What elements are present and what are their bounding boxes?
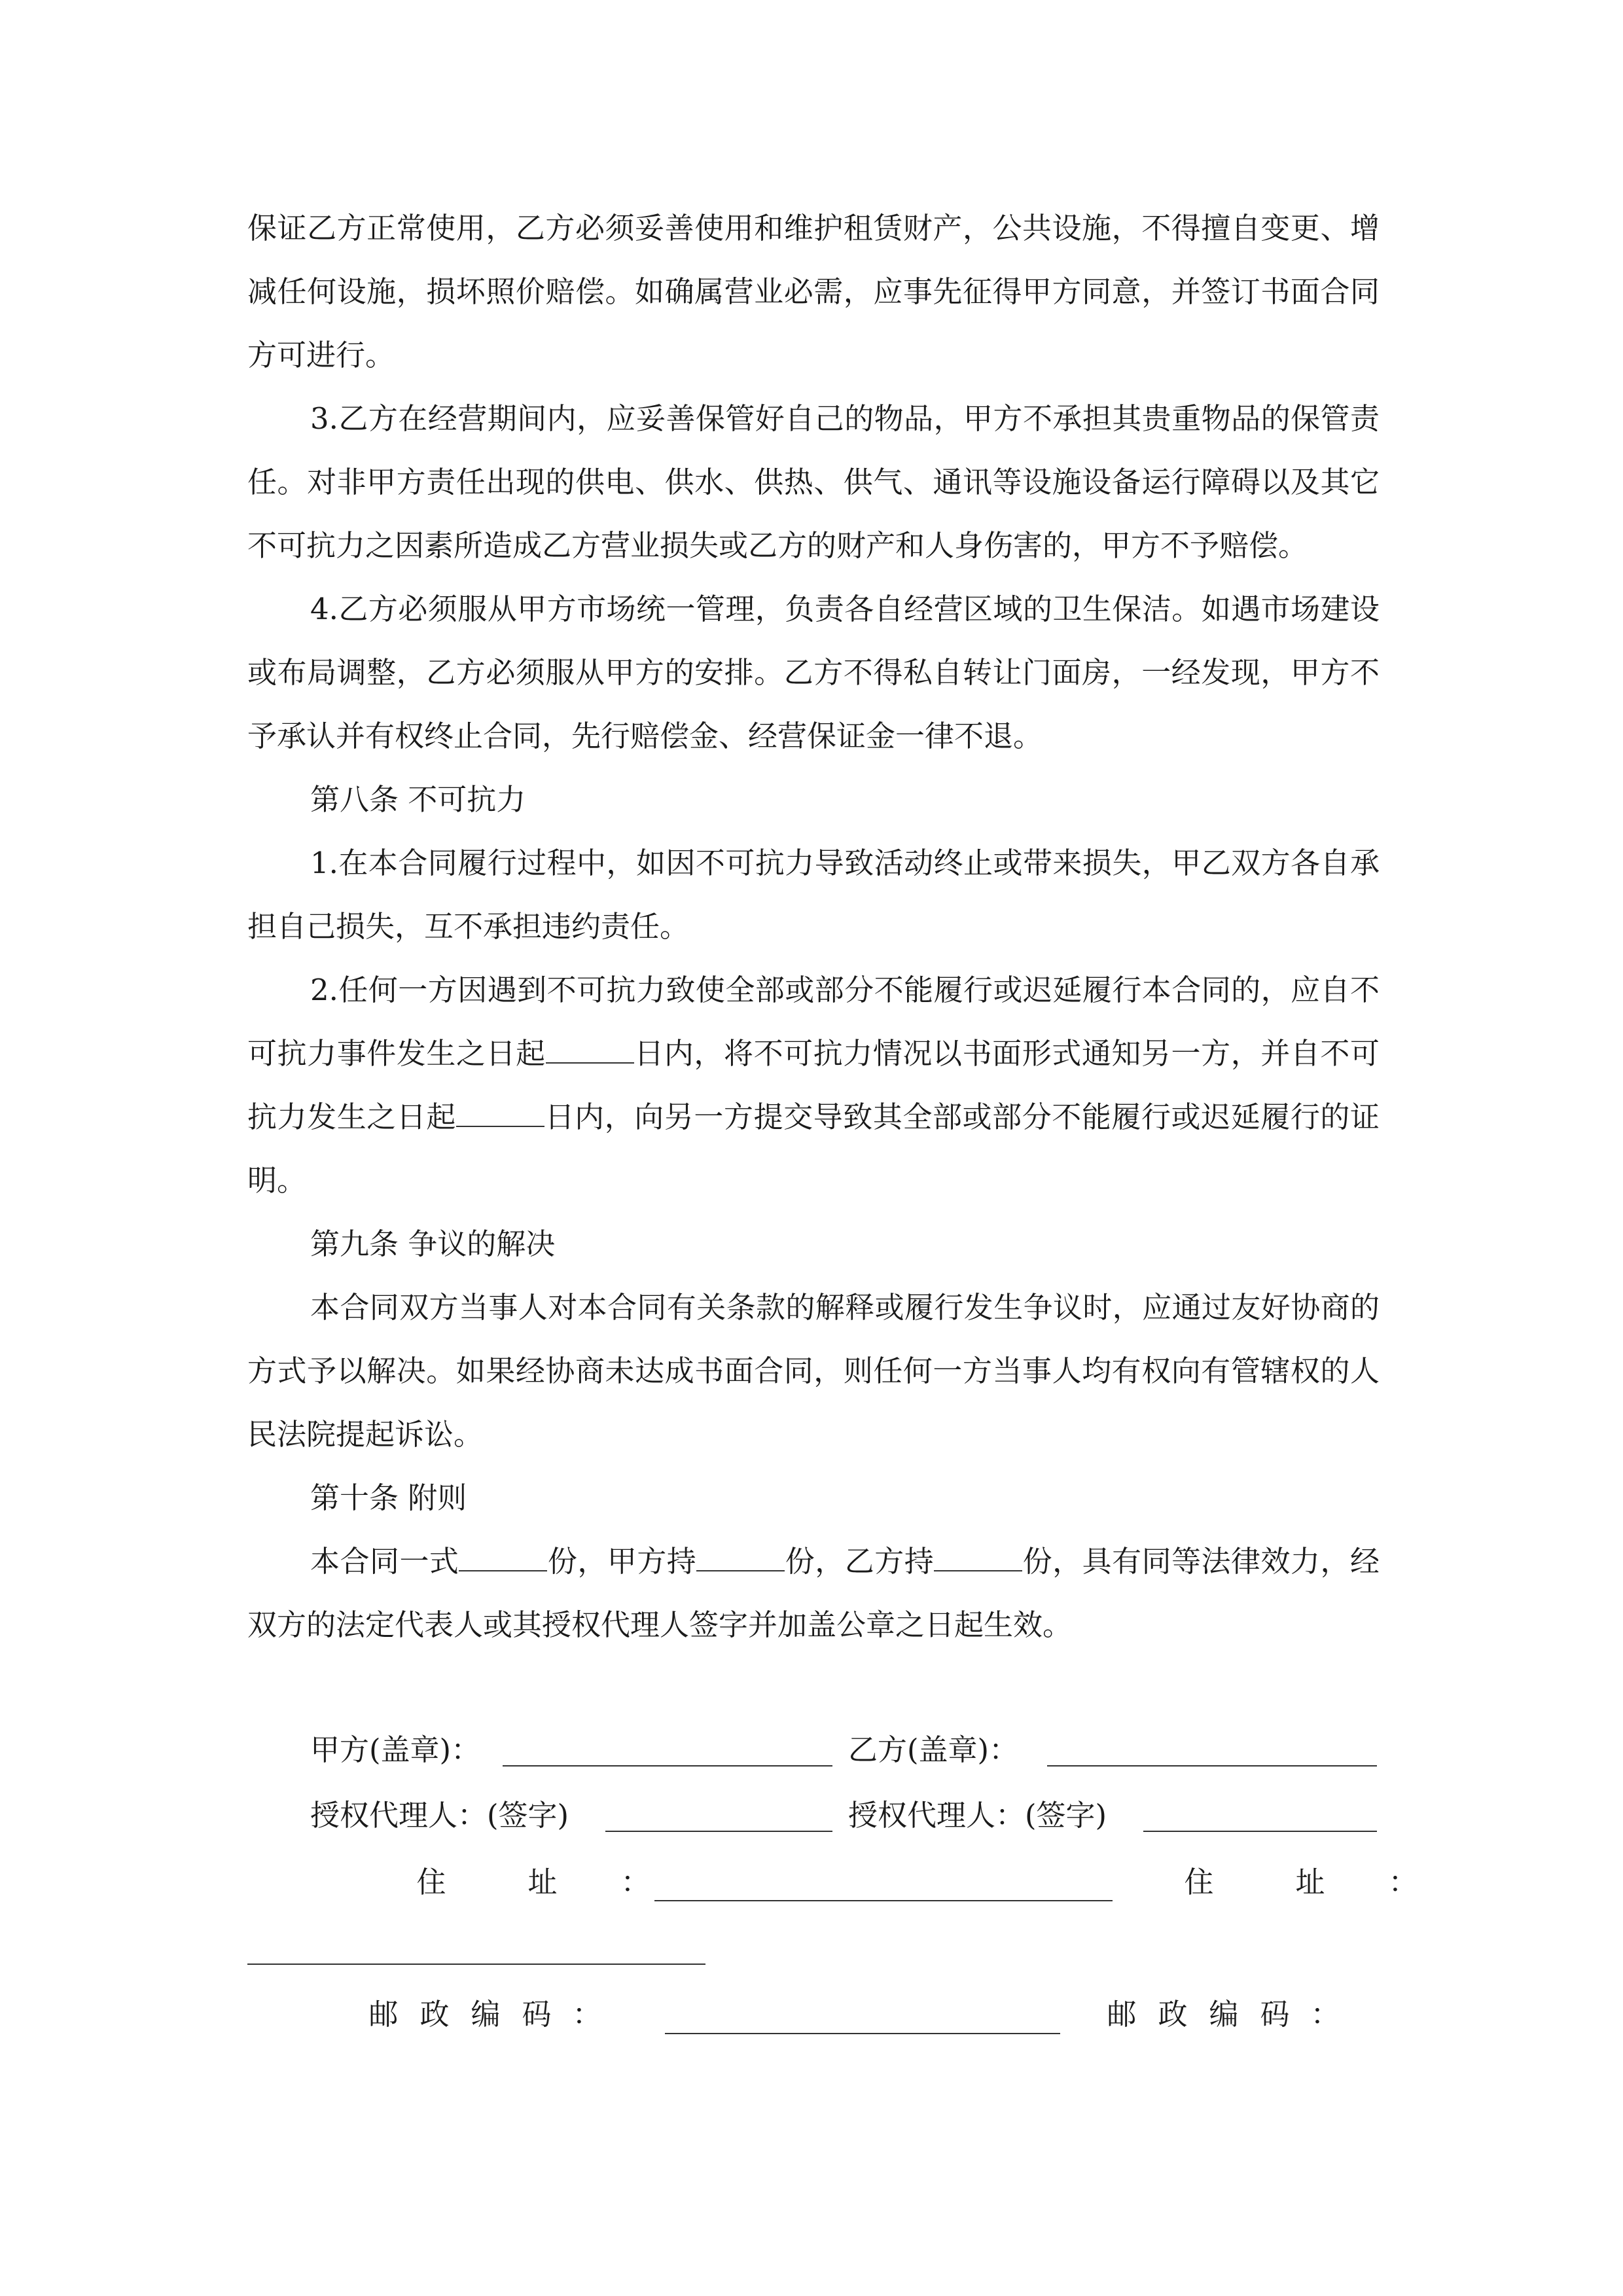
party-b-seal-line[interactable] — [1047, 1765, 1377, 1767]
copies-text-4: 份，具有同等法律效力，经双方的法定代表人或其授权代理人签字并加盖公章之日起生效。 — [247, 1544, 1380, 1642]
postal-b-char-2: 政 — [1158, 1997, 1188, 2032]
postal-b-char-1: 邮 — [1107, 1997, 1137, 2032]
copies-party-a-blank[interactable] — [696, 1547, 785, 1571]
postal-a-label — [364, 1995, 603, 2034]
address-b-char-2: 址 — [1295, 1865, 1325, 1899]
article-9-heading: 第九条 争议的解决 — [310, 1227, 556, 1261]
clause-paragraph-3: 3.乙方在经营期间内，应妥善保管好自己的物品，甲方不承担其贵重物品的保管责任。对非甲方责任出现的供电、供水、供热、供气、通讯等设施设备运行障碍以及其它不可抗力之因素所造成乙方营业损失或乙方的财产和人身伤害的，甲方不予赔偿。 — [247, 401, 1380, 563]
address-a-colon: ： — [620, 1865, 651, 1899]
postal-b-colon: ： — [1310, 1997, 1340, 2032]
address-b-label — [1175, 1863, 1419, 1902]
postal-b-label — [1102, 1995, 1342, 2034]
party-a-seal-label: 甲方(盖章)： — [310, 1732, 481, 1767]
force-majeure-clause-2 — [247, 958, 1380, 1212]
address-a-char-1: 住 — [416, 1865, 446, 1899]
agent-b-label: 授权代理人：(签字) — [848, 1798, 1107, 1833]
agent-a-label: 授权代理人：(签字) — [310, 1798, 569, 1833]
postal-a-line[interactable] — [665, 2033, 1060, 2034]
postal-a-colon: ： — [572, 1997, 602, 2032]
copies-party-b-blank[interactable] — [934, 1547, 1022, 1571]
address-b-line[interactable] — [247, 1964, 705, 1965]
contract-body — [247, 196, 1380, 1657]
copies-text-1: 本合同一式 — [310, 1544, 459, 1579]
force-majeure-text-2: 日内，将不可抗力情况以书面形式通知另一方，并自不可抗力发生之日起 — [247, 1036, 1380, 1134]
postal-a-char-4: 码 — [522, 1997, 552, 2032]
article-9-text: 本合同双方当事人对本合同有关条款的解释或履行发生争议时，应通过友好协商的方式予以解决。如果经协商未达成书面合同，则任何一方当事人均有权向有管辖权的人民法院提起诉讼。 — [247, 1290, 1380, 1452]
article-10-heading: 第十条 附则 — [310, 1480, 467, 1515]
address-a-line[interactable] — [654, 1900, 1113, 1901]
postal-a-char-3: 编 — [471, 1997, 501, 2032]
address-a-char-2: 址 — [527, 1865, 558, 1899]
copies-text-3: 份，乙方持 — [785, 1544, 935, 1579]
article-8-heading: 第八条 不可抗力 — [310, 782, 526, 817]
article-10-text — [247, 1530, 1380, 1657]
agent-b-signature-line[interactable] — [1143, 1831, 1377, 1832]
days-blank-2[interactable] — [456, 1102, 544, 1127]
address-b-char-1: 住 — [1184, 1865, 1214, 1899]
postal-a-char-2: 政 — [419, 1997, 450, 2032]
force-majeure-clause-1: 1.在本合同履行过程中，如因不可抗力导致活动终止或带来损失，甲乙双方各自承担自己损失，互不承担违约责任。 — [247, 846, 1380, 944]
copies-text-2: 份，甲方持 — [547, 1544, 697, 1579]
address-b-colon: ： — [1388, 1865, 1418, 1899]
agent-a-signature-line[interactable] — [605, 1831, 832, 1832]
postal-b-char-4: 码 — [1260, 1997, 1290, 2032]
days-blank-1[interactable] — [546, 1039, 634, 1064]
address-a-label — [407, 1863, 652, 1902]
postal-a-char-1: 邮 — [368, 1997, 399, 2032]
party-b-seal-label: 乙方(盖章)： — [848, 1732, 1019, 1767]
clause-paragraph-continuation: 保证乙方正常使用，乙方必须妥善使用和维护租赁财产，公共设施，不得擅自变更、增减任何设施，损坏照价赔偿。如确属营业必需，应事先征得甲方同意，并签订书面合同方可进行。 — [247, 211, 1380, 372]
copies-total-blank[interactable] — [459, 1547, 547, 1571]
force-majeure-text-3: 日内，向另一方提交导致其全部或部分不能履行或迟延履行的证明。 — [247, 1100, 1380, 1198]
clause-paragraph-4: 4.乙方必须服从甲方市场统一管理，负责各自经营区域的卫生保洁。如遇市场建设或布局调整，乙方必须服从甲方的安排。乙方不得私自转让门面房，一经发现，甲方不予承认并有权终止合同，先行赔偿金、经营保证金一律不退。 — [247, 592, 1380, 753]
postal-b-char-3: 编 — [1209, 1997, 1239, 2032]
party-a-seal-line[interactable] — [503, 1765, 832, 1767]
force-majeure-text-1: 2.任何一方因遇到不可抗力致使全部或部分不能履行或迟延履行本合同的，应自不可抗力事件发生之日起 — [247, 973, 1380, 1071]
